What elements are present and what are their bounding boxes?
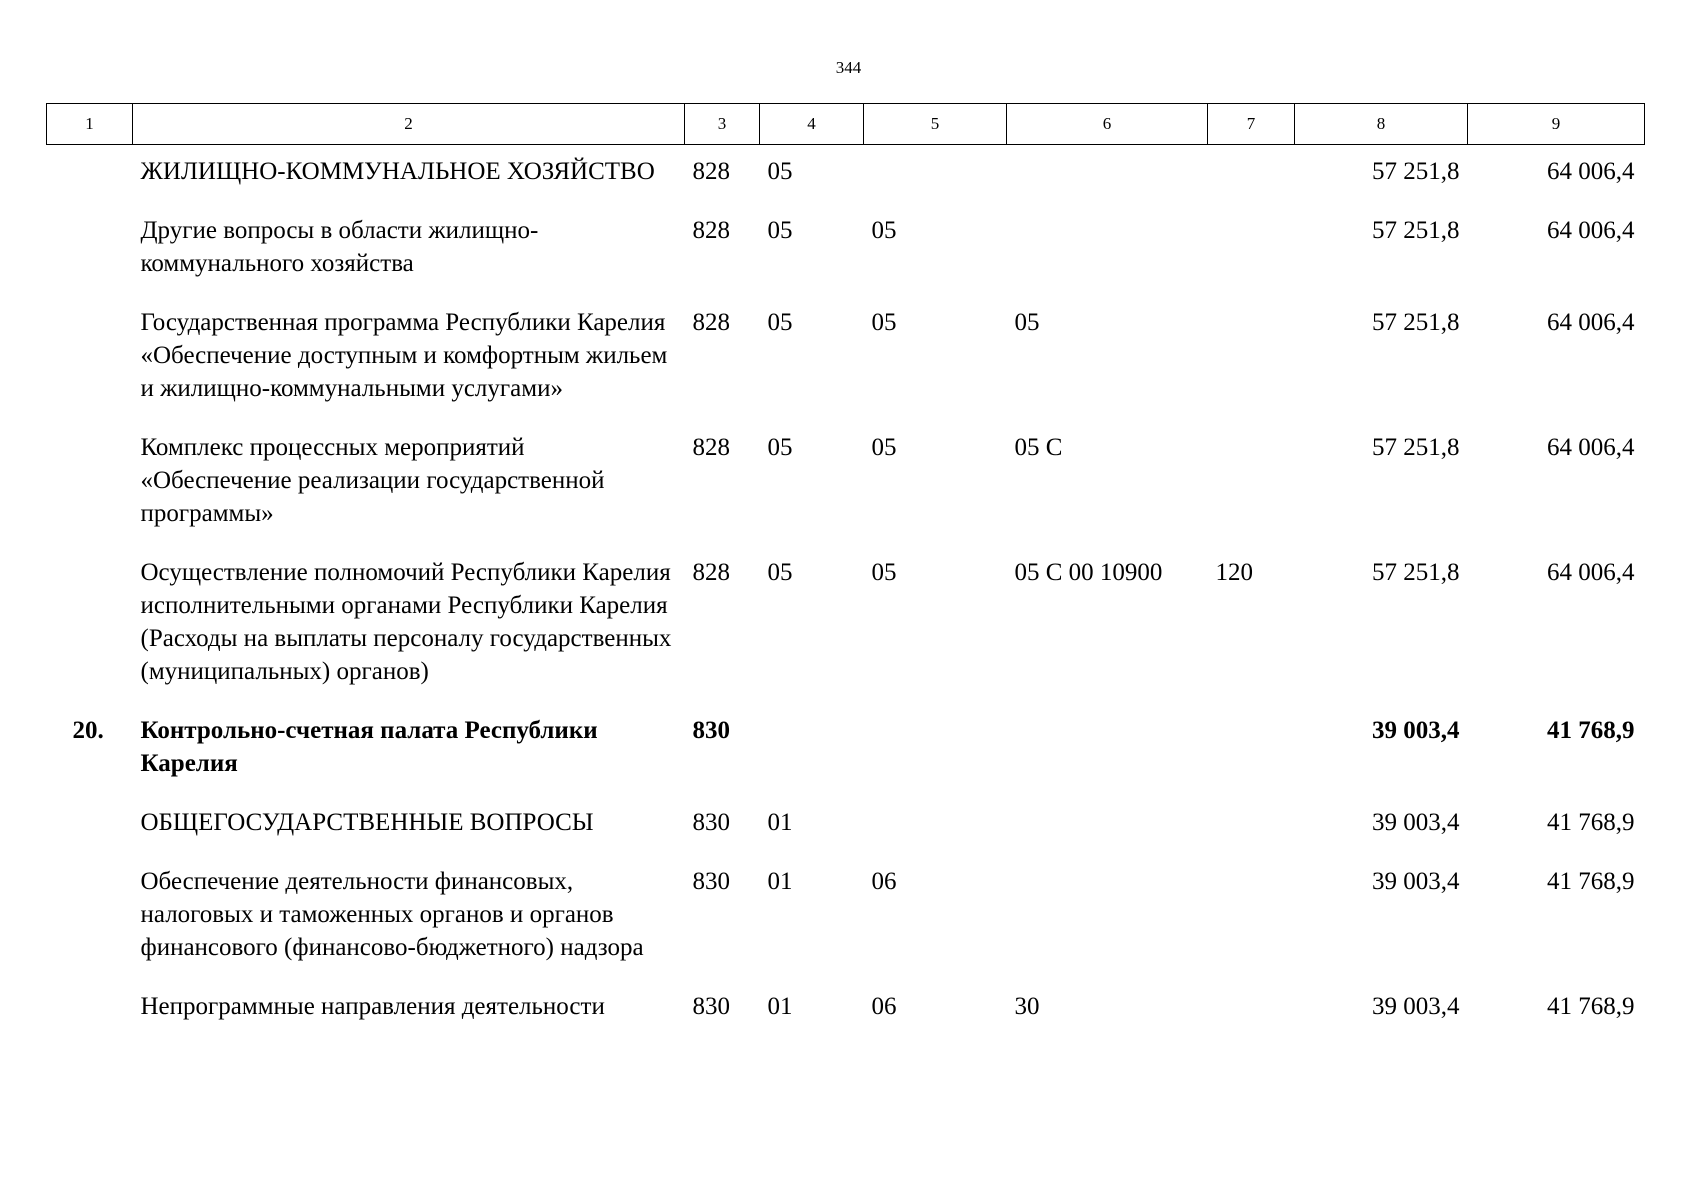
table-row bbox=[47, 296, 1645, 421]
row-number bbox=[47, 796, 133, 855]
cell-col4: 05 bbox=[767, 309, 793, 336]
cell-col8: 57 251,8 bbox=[1372, 158, 1460, 185]
table-row bbox=[47, 145, 1645, 205]
cell-col3: 830 bbox=[692, 809, 730, 836]
cell-col6 bbox=[1007, 855, 1208, 980]
table-row bbox=[47, 421, 1645, 546]
column-header: 7 bbox=[1208, 104, 1295, 145]
row-number bbox=[47, 421, 133, 546]
cell-col8: 39 003,4 bbox=[1372, 717, 1460, 744]
cell-col3: 828 bbox=[692, 217, 730, 244]
cell-col9: 64 006,4 bbox=[1547, 217, 1635, 244]
column-header: 4 bbox=[760, 104, 864, 145]
row-name: Осуществление полномочий Республики Карелия исполнительными органами Республики Карелия (Расходы на выплаты персоналу государственных (муниципальных) органов) bbox=[140, 559, 672, 685]
cell-col7 bbox=[1208, 145, 1295, 205]
column-header: 6 bbox=[1007, 104, 1208, 145]
cell-col7 bbox=[1208, 980, 1295, 1039]
cell-col5: 05 bbox=[871, 434, 897, 461]
row-name: Контрольно-счетная палата Республики Карелия bbox=[140, 717, 598, 777]
cell-col5: 06 bbox=[871, 868, 897, 895]
cell-col5: 06 bbox=[871, 993, 897, 1020]
cell-col3: 830 bbox=[692, 993, 730, 1020]
cell-col8: 57 251,8 bbox=[1372, 217, 1460, 244]
cell-col4: 05 bbox=[767, 217, 793, 244]
cell-col3: 830 bbox=[692, 717, 730, 744]
row-name: Комплекс процессных мероприятий «Обеспечение реализации государственной программы» bbox=[140, 434, 605, 527]
cell-col8: 39 003,4 bbox=[1372, 809, 1460, 836]
cell-col9: 64 006,4 bbox=[1547, 434, 1635, 461]
cell-col3: 828 bbox=[692, 158, 730, 185]
cell-col4 bbox=[760, 704, 864, 796]
cell-col8: 39 003,4 bbox=[1372, 868, 1460, 895]
cell-col5: 05 bbox=[871, 309, 897, 336]
cell-col5 bbox=[864, 704, 1007, 796]
cell-col6 bbox=[1007, 796, 1208, 855]
table-row bbox=[47, 546, 1645, 704]
table-row bbox=[47, 796, 1645, 855]
column-header: 3 bbox=[685, 104, 760, 145]
cell-col6 bbox=[1007, 704, 1208, 796]
cell-col4: 01 bbox=[767, 993, 793, 1020]
column-header: 5 bbox=[864, 104, 1007, 145]
cell-col7 bbox=[1208, 704, 1295, 796]
cell-col8: 57 251,8 bbox=[1372, 309, 1460, 336]
table-row bbox=[47, 855, 1645, 980]
row-number bbox=[47, 546, 133, 704]
cell-col8: 57 251,8 bbox=[1372, 559, 1460, 586]
cell-col4: 01 bbox=[767, 868, 793, 895]
table-row-section bbox=[47, 704, 1645, 796]
cell-col4: 01 bbox=[767, 809, 793, 836]
cell-col4: 05 bbox=[767, 158, 793, 185]
cell-col3: 830 bbox=[692, 868, 730, 895]
cell-col3: 828 bbox=[692, 434, 730, 461]
table-row bbox=[47, 204, 1645, 296]
cell-col9: 41 768,9 bbox=[1547, 868, 1635, 895]
cell-col5 bbox=[864, 145, 1007, 205]
table-row bbox=[47, 980, 1645, 1039]
cell-col7: 120 bbox=[1215, 559, 1253, 586]
column-header: 8 bbox=[1295, 104, 1468, 145]
column-number-header bbox=[47, 104, 1645, 145]
row-name: ЖИЛИЩНО-КОММУНАЛЬНОЕ ХОЗЯЙСТВО bbox=[140, 158, 655, 185]
cell-col7 bbox=[1208, 421, 1295, 546]
cell-col3: 828 bbox=[692, 309, 730, 336]
row-name: Другие вопросы в области жилищно-коммунального хозяйства bbox=[140, 217, 539, 277]
cell-col9: 41 768,9 bbox=[1547, 809, 1635, 836]
cell-col4: 05 bbox=[767, 434, 793, 461]
column-header: 9 bbox=[1468, 104, 1645, 145]
cell-col5: 05 bbox=[871, 217, 897, 244]
row-number: 20. bbox=[72, 717, 104, 744]
column-header: 1 bbox=[47, 104, 133, 145]
cell-col6: 30 bbox=[1014, 993, 1040, 1020]
cell-col7 bbox=[1208, 855, 1295, 980]
row-name: Непрограммные направления деятельности bbox=[140, 993, 605, 1020]
cell-col7 bbox=[1208, 796, 1295, 855]
cell-col9: 64 006,4 bbox=[1547, 309, 1635, 336]
column-header: 2 bbox=[133, 104, 685, 145]
cell-col6: 05 С 00 10900 bbox=[1014, 559, 1163, 586]
cell-col8: 57 251,8 bbox=[1372, 434, 1460, 461]
cell-col6: 05 bbox=[1014, 309, 1040, 336]
row-name: ОБЩЕГОСУДАРСТВЕННЫЕ ВОПРОСЫ bbox=[140, 809, 594, 836]
cell-col6 bbox=[1007, 145, 1208, 205]
cell-col4: 05 bbox=[767, 559, 793, 586]
cell-col5: 05 bbox=[871, 559, 897, 586]
page-number: 344 bbox=[835, 58, 862, 77]
cell-col6: 05 С bbox=[1014, 434, 1063, 461]
row-number bbox=[47, 145, 133, 205]
cell-col9: 41 768,9 bbox=[1547, 993, 1635, 1020]
cell-col9: 64 006,4 bbox=[1547, 559, 1635, 586]
row-name: Государственная программа Республики Карелия «Обеспечение доступным и комфортным жильем и жилищно-коммунальными услугами» bbox=[140, 309, 668, 402]
budget-table bbox=[46, 103, 1645, 1039]
cell-col7 bbox=[1208, 204, 1295, 296]
row-name: Обеспечение деятельности финансовых, налоговых и таможенных органов и органов финансового (финансово-бюджетного) надзора bbox=[140, 868, 644, 961]
cell-col9: 64 006,4 bbox=[1547, 158, 1635, 185]
cell-col9: 41 768,9 bbox=[1547, 717, 1635, 744]
row-number bbox=[47, 296, 133, 421]
cell-col5 bbox=[864, 796, 1007, 855]
row-number bbox=[47, 980, 133, 1039]
cell-col7 bbox=[1208, 296, 1295, 421]
row-number bbox=[47, 204, 133, 296]
cell-col6 bbox=[1007, 204, 1208, 296]
cell-col8: 39 003,4 bbox=[1372, 993, 1460, 1020]
row-number bbox=[47, 855, 133, 980]
cell-col3: 828 bbox=[692, 559, 730, 586]
